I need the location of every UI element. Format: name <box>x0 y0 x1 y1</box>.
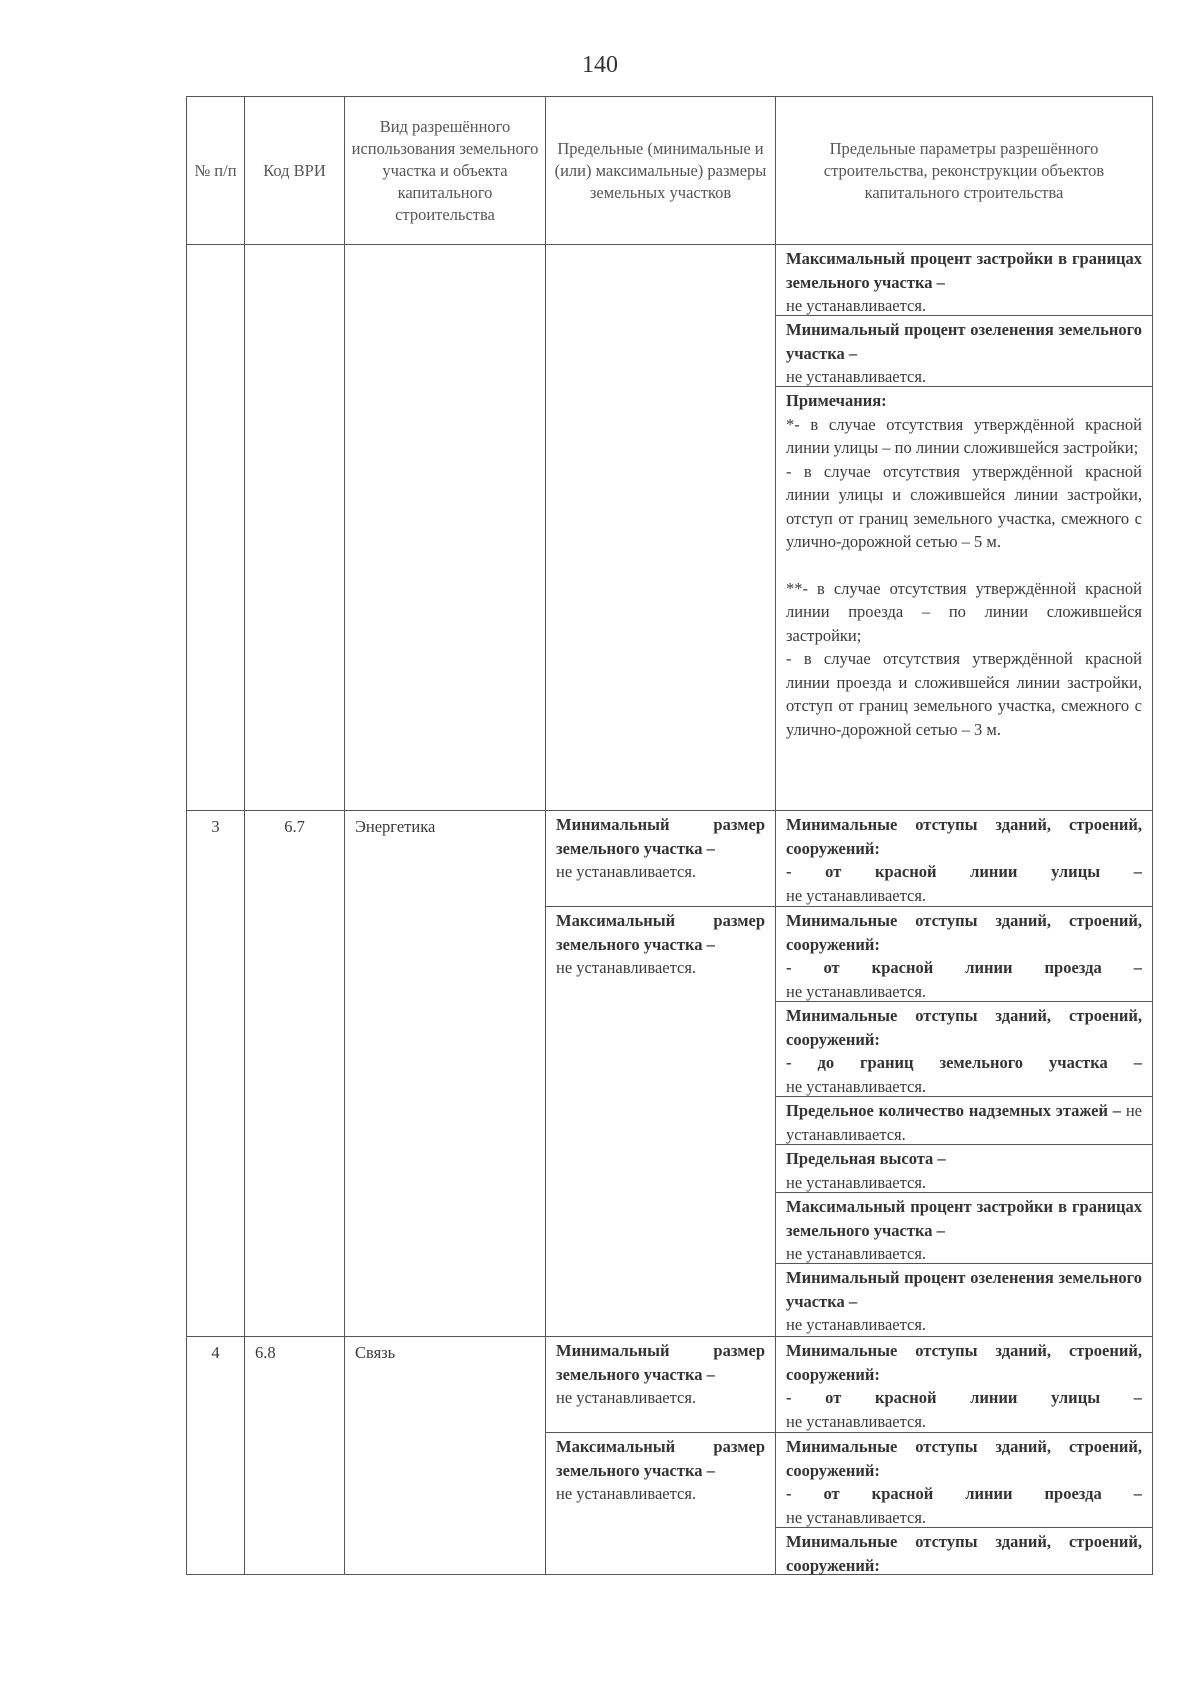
row-code: 6.7 <box>244 810 344 1336</box>
param-setback-street: Минимальные отступы зданий, строений, сооружений: - от красной линии улицы – не устанавливается. <box>786 1341 1142 1431</box>
param-floors: Предельное количество надземных этажей – не устанавливается. <box>776 1096 1152 1144</box>
plot-size-min: Минимальный размер земельного участка – не устанавливается. <box>556 815 765 881</box>
zoning-parameters-table <box>186 96 1153 1575</box>
header-use-type: Вид разрешённого использования земельного участка и объекта капитального строительства <box>344 96 545 244</box>
table-row <box>186 810 1152 1336</box>
plot-size-max: Максимальный размер земельного участка – не устанавливается. <box>546 906 775 980</box>
page-number: 140 <box>582 52 618 78</box>
header-number: № п/п <box>186 96 244 244</box>
param-setback-driveway: Минимальные отступы зданий, строений, сооружений: - от красной линии проезда – не устанавливается. <box>776 1432 1152 1527</box>
row-number: 3 <box>186 810 244 1336</box>
table-row <box>186 1336 1152 1574</box>
param-height: Предельная высота – не устанавливается. <box>776 1144 1152 1192</box>
row-code: 6.8 <box>244 1336 344 1574</box>
param-min-greening-percent: Минимальный процент озеленения земельного участка – не устанавливается. <box>776 315 1152 386</box>
row-number: 4 <box>186 1336 244 1574</box>
header-code: Код ВРИ <box>244 96 344 244</box>
param-setback-boundary: Минимальные отступы зданий, строений, сооружений: <box>776 1527 1152 1573</box>
param-max-building-percent: Максимальный процент застройки в границах земельного участка – не устанавливается. <box>786 249 1142 315</box>
plot-size-max: Максимальный размер земельного участка – не устанавливается. <box>546 1432 775 1506</box>
param-setback-driveway: Минимальные отступы зданий, строений, сооружений: - от красной линии проезда – не устанавливается. <box>776 906 1152 1001</box>
row-use-name: Энергетика <box>344 810 545 1336</box>
row-use-name: Связь <box>344 1336 545 1574</box>
header-plot-sizes: Предельные (минимальные и (или) максимальные) размеры земельных участков <box>545 96 775 244</box>
table-header <box>186 96 1152 244</box>
param-min-greening-percent: Минимальный процент озеленения земельного участка – не устанавливается. <box>776 1263 1152 1337</box>
param-max-building-percent: Максимальный процент застройки в границах земельного участка – не устанавливается. <box>776 1192 1152 1263</box>
notes: Примечания: *- в случае отсутствия утверждённой красной линии улицы – по линии сложившейся застройки; - в случае отсутствия утверждённой красной линии улицы и сложившейся линии застройки, отступ от границ земельного участка, смежного с улично-дорожной сетью – 5 м. **- в случае отсутствия утверждённой красной линии проезда – по линии сложившейся застройки; - в случае отсутствия утверждённой красной линии проезда и сложившейся линии застройки, отступ от границ земельного участка, смежного с улично-дорожной сетью – 3 м. <box>776 386 1152 809</box>
header-parameters: Предельные параметры разрешённого строительства, реконструкции объектов капитального строительства <box>775 96 1152 244</box>
param-setback-boundary: Минимальные отступы зданий, строений, сооружений: - до границ земельного участка – не устанавливается. <box>776 1001 1152 1096</box>
plot-size-min: Минимальный размер земельного участка – не устанавливается. <box>556 1341 765 1407</box>
table-row-continuation <box>186 244 1152 810</box>
param-setback-street: Минимальные отступы зданий, строений, сооружений: - от красной линии улицы – не устанавливается. <box>786 815 1142 905</box>
